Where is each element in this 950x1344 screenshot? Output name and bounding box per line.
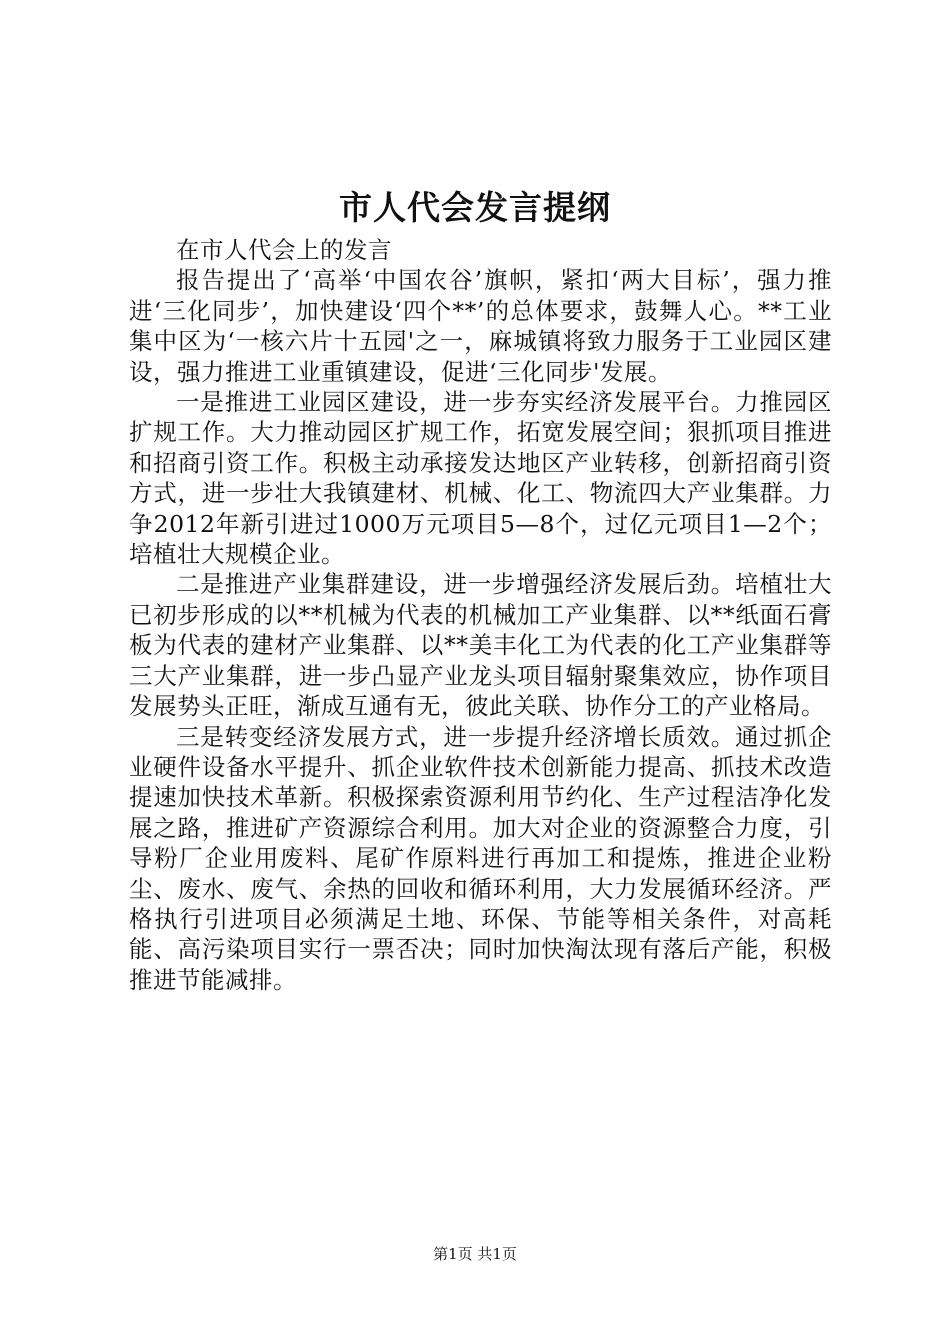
- page-footer: 第1页 共1页: [433, 1245, 517, 1263]
- paragraph-point-three: 三是转变经济发展方式，进一步提升经济增长质效。通过抓企业硬件设备水平提升、抓企业软件技术创新能力提高、抓技术改造提速加快技术革新。积极探索资源利用节约化、生产过程洁净化发展之路，推进矿产资源综合利用。加大对企业的资源整合力度，引导粉厂企业用废料、尾矿作原料进行再加工和提炼，推进企业粉尘、废水、废气、余热的回收和循环利用，大力发展循环经济。严格执行引进项目必须满足土地、环保、节能等相关条件，对高耗能、高污染项目实行一票否决；同时加快淘汰现有落后产能，积极推进节能减排。: [129, 722, 832, 994]
- paragraph-point-two: 二是推进产业集群建设，进一步增强经济发展后劲。培植壮大已初步形成的以**机械为代表的机械加工产业集群、以**纸面石膏板为代表的建材产业集群、以**美丰化工为代表的化工产业集群等三大产业集群，进一步凸显产业龙头项目辐射聚集效应，协作项目发展势头正旺，渐成互通有无，彼此关联、协作分工的产业格局。: [129, 570, 832, 721]
- paragraph-report: 报告提出了‘高举‘中国农谷’旗帜，紧扣‘两大目标’，强力推进‘三化同步’，加快建设‘四个**’的总体要求，鼓舞人心。**工业集中区为‘一核六片十五园'之一，麻城镇将致力服务于工业园区建设，强力推进工业重镇建设，促进‘三化同步'发展。: [129, 266, 832, 386]
- document-body: [129, 235, 832, 995]
- paragraph-point-one: 一是推进工业园区建设，进一步夯实经济发展平台。力推园区扩规工作。大力推动园区扩规工作，拓宽发展空间；狠抓项目推进和招商引资工作。积极主动承接发达地区产业转移，创新招商引资方式，进一步壮大我镇建材、机械、化工、物流四大产业集群。力争2012年新引进过1000万元项目5—8个，过亿元项目1—2个；培植壮大规模企业。: [129, 388, 832, 569]
- document-title: 市人代会发言提纲: [339, 188, 611, 227]
- paragraph-intro: 在市人代会上的发言: [176, 236, 392, 264]
